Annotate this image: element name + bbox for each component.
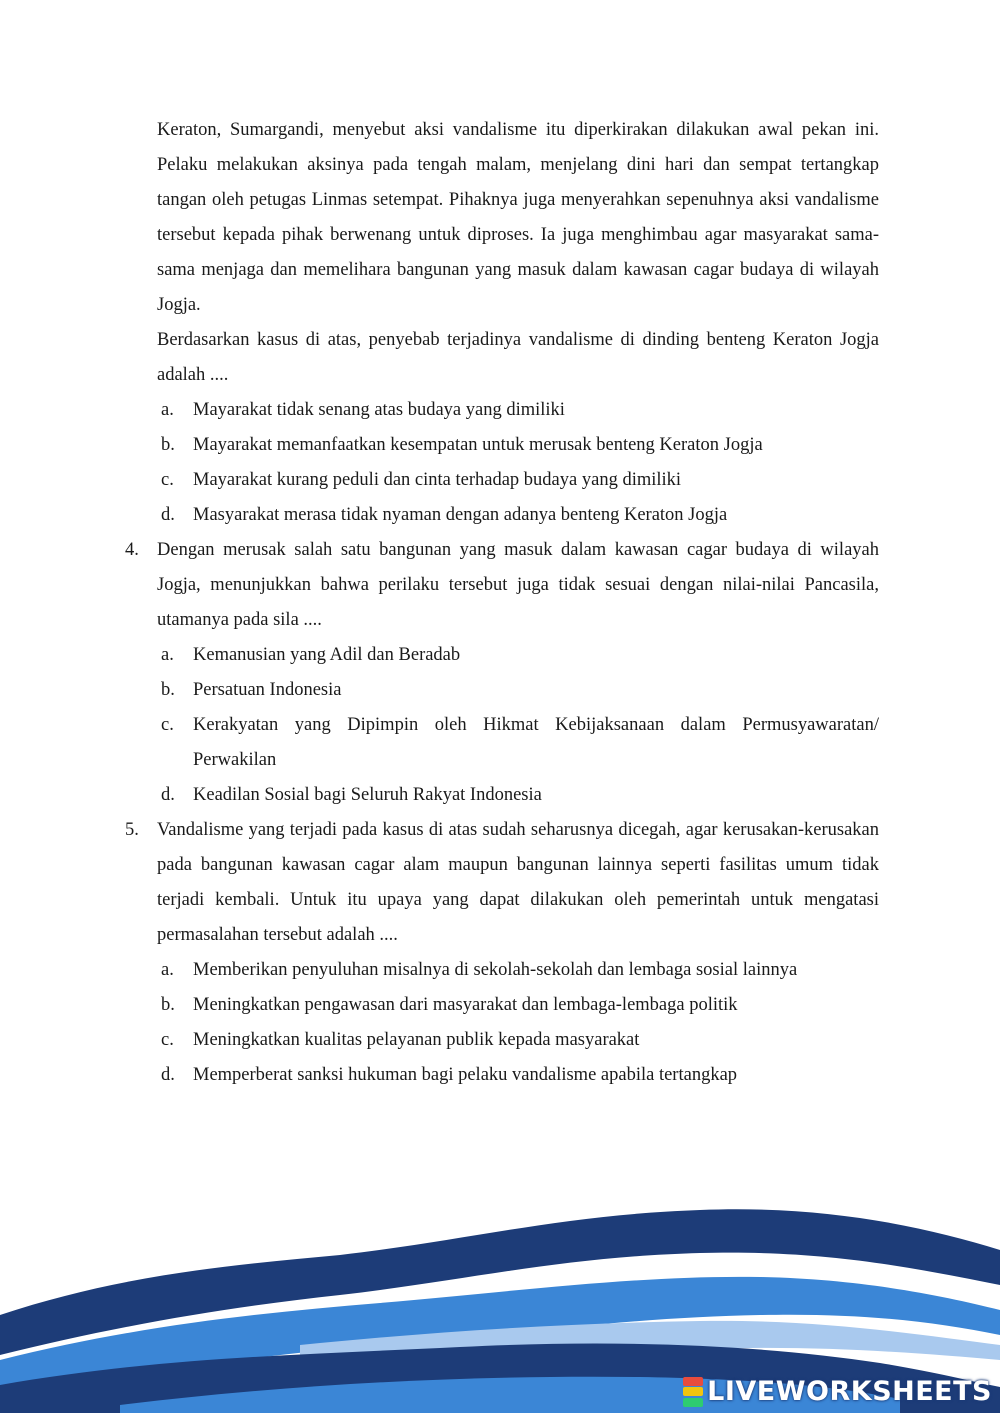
question-3-options [157, 393, 879, 533]
option-letter: b. [161, 680, 175, 700]
option-4c[interactable] [157, 708, 879, 778]
question-number: 4. [125, 540, 139, 560]
option-text: Kerakyatan yang Dipimpin oleh Hikmat Kebijaksanaan dalam Permusyawaratan/ Perwakilan [193, 715, 879, 770]
option-letter: b. [161, 995, 175, 1015]
option-text: Memberikan penyuluhan misalnya di sekolah-sekolah dan lembaga sosial lainnya [193, 960, 798, 980]
worksheet-content [125, 113, 879, 1093]
question-4-stem: Dengan merusak salah satu bangunan yang masuk dalam kawasan cagar budaya di wilayah Jogja, menunjukkan bahwa perilaku tersebut juga tidak sesuai dengan nilai-nilai Pancasila, utamanya pada sila .... [157, 540, 879, 630]
question-5-options [157, 953, 879, 1093]
option-letter: b. [161, 435, 175, 455]
option-text: Mayarakat tidak senang atas budaya yang dimiliki [193, 400, 565, 420]
live-logo-icon [683, 1377, 703, 1407]
option-4b[interactable] [157, 673, 879, 708]
option-text: Keadilan Sosial bagi Seluruh Rakyat Indonesia [193, 785, 542, 805]
liveworksheets-logo [683, 1376, 992, 1407]
option-letter: a. [161, 960, 174, 980]
option-text: Mayarakat memanfaatkan kesempatan untuk merusak benteng Keraton Jogja [193, 435, 763, 455]
option-letter: d. [161, 505, 175, 525]
option-5c[interactable] [157, 1023, 879, 1058]
question-4-options [157, 638, 879, 813]
question-3-stem: Berdasarkan kasus di atas, penyebab terjadinya vandalisme di dinding benteng Keraton Jogja adalah .... [157, 330, 879, 385]
option-5b[interactable] [157, 988, 879, 1023]
question-5-stem: Vandalisme yang terjadi pada kasus di atas sudah seharusnya dicegah, agar kerusakan-kerusakan pada bangunan kawasan cagar alam maupun bangunan lainnya seperti fasilitas umum tidak terjadi kembali. Untuk itu upaya yang dapat dilakukan oleh pemerintah untuk mengatasi permasalahan tersebut adalah .... [157, 820, 879, 945]
passage-continuation: Keraton, Sumargandi, menyebut aksi vandalisme itu diperkirakan dilakukan awal pekan ini. Pelaku melakukan aksinya pada tengah malam, menjelang dini hari dan sempat tertangkap tangan oleh petugas Linmas setempat. Pihaknya juga menyerahkan sepenuhnya aksi vandalisme tersebut kepada pihak berwenang untuk diproses. Ia juga menghimbau agar masyarakat sama-sama menjaga dan memelihara bangunan yang masuk dalam kawasan cagar budaya di wilayah Jogja. [157, 120, 879, 315]
option-text: Memperberat sanksi hukuman bagi pelaku vandalisme apabila tertangkap [193, 1065, 738, 1085]
question-4 [125, 533, 879, 813]
option-letter: c. [161, 715, 174, 735]
option-text: Persatuan Indonesia [193, 680, 342, 700]
option-4a[interactable] [157, 638, 879, 673]
brand-name: LIVEWORKSHEETS [707, 1376, 992, 1407]
option-3d[interactable] [157, 498, 879, 533]
option-text: Mayarakat kurang peduli dan cinta terhadap budaya yang dimiliki [193, 470, 682, 490]
option-letter: d. [161, 1065, 175, 1085]
option-3c[interactable] [157, 463, 879, 498]
option-text: Kemanusian yang Adil dan Beradab [193, 645, 461, 665]
option-text: Masyarakat merasa tidak nyaman dengan adanya benteng Keraton Jogja [193, 505, 728, 525]
option-text: Meningkatkan kualitas pelayanan publik kepada masyarakat [193, 1030, 640, 1050]
option-5a[interactable] [157, 953, 879, 988]
option-letter: a. [161, 400, 174, 420]
option-4d[interactable] [157, 778, 879, 813]
option-letter: d. [161, 785, 175, 805]
option-text: Meningkatkan pengawasan dari masyarakat dan lembaga-lembaga politik [193, 995, 738, 1015]
option-5d[interactable] [157, 1058, 879, 1093]
option-letter: c. [161, 470, 174, 490]
question-5 [125, 813, 879, 1093]
question-number: 5. [125, 820, 139, 840]
option-3b[interactable] [157, 428, 879, 463]
option-letter: c. [161, 1030, 174, 1050]
option-letter: a. [161, 645, 174, 665]
option-3a[interactable] [157, 393, 879, 428]
